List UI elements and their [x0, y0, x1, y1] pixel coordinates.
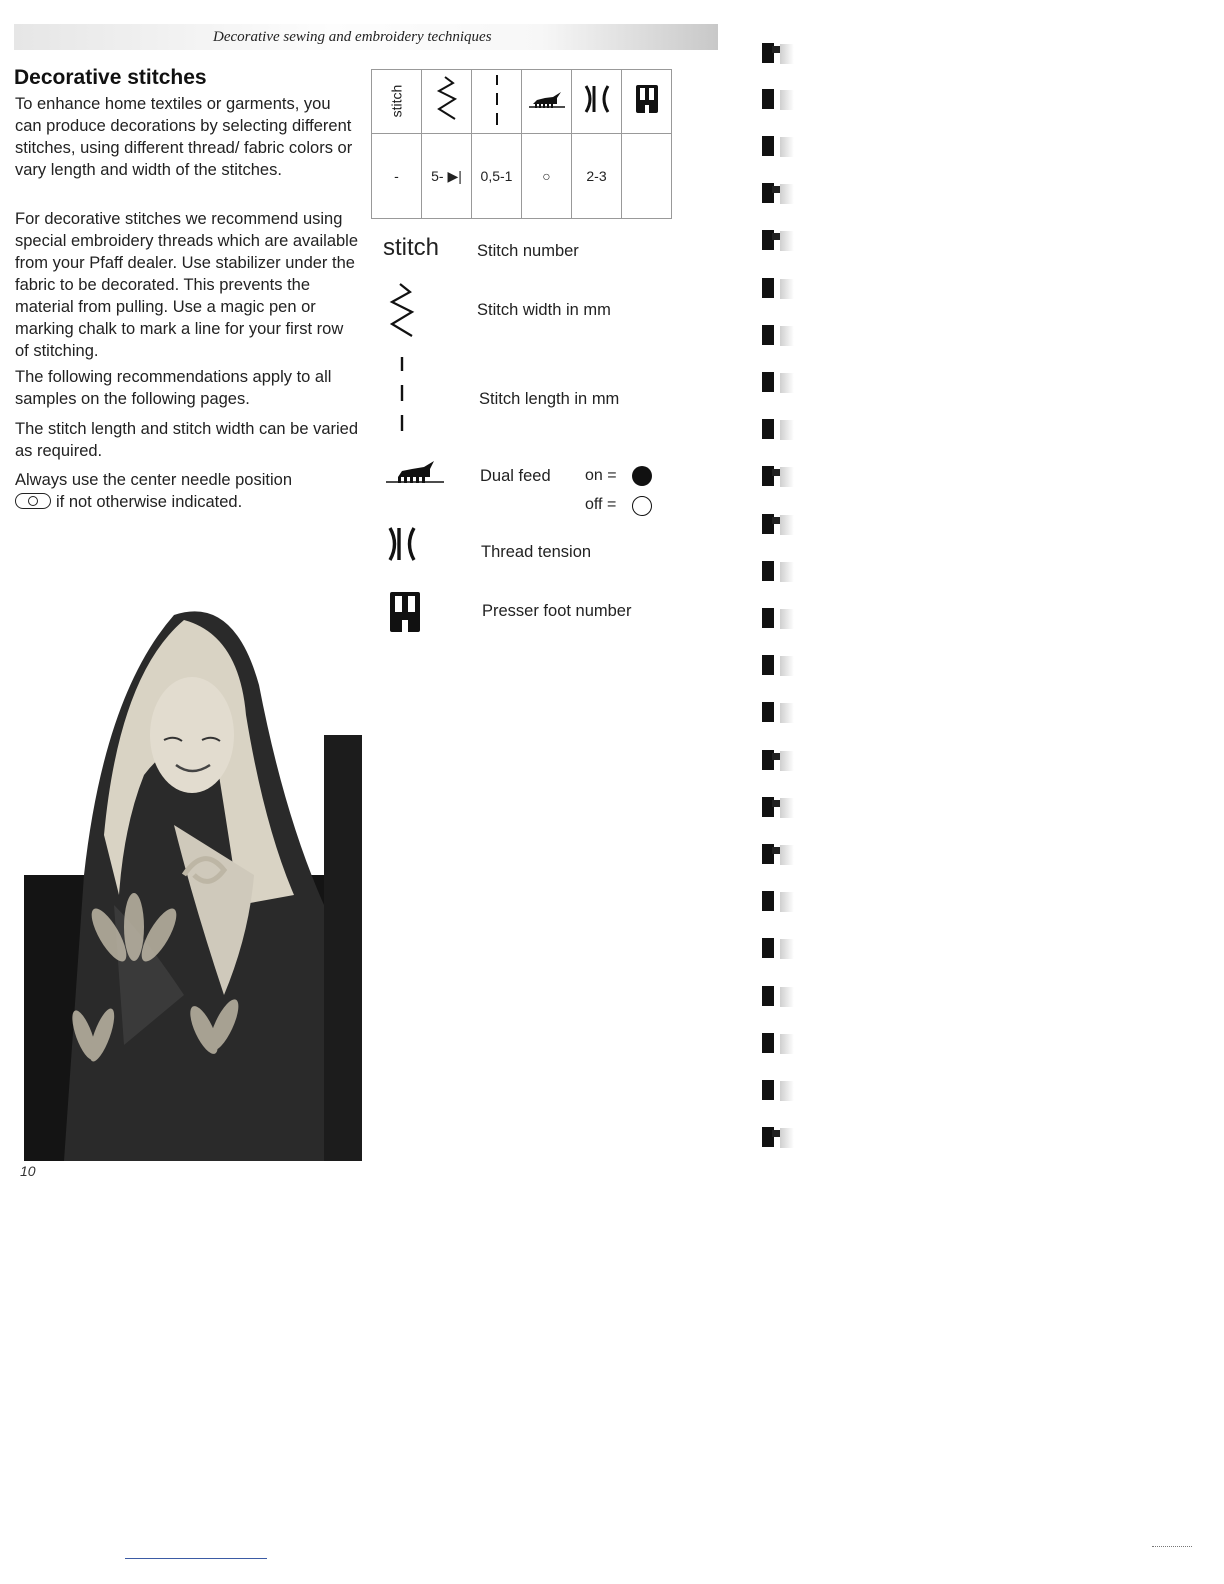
stitch-symbol: stitch — [383, 234, 440, 261]
index-tab — [752, 1028, 802, 1058]
dual-feed-on-label: on = — [585, 467, 617, 484]
stitch-length-value: 0,5-1 — [472, 134, 522, 219]
index-tab — [752, 839, 802, 869]
center-needle-position-icon — [15, 493, 51, 509]
index-tab — [752, 933, 802, 963]
section-title: Decorative sewing and embroidery techniques — [213, 29, 492, 45]
presser-foot-icon — [622, 70, 672, 134]
stitch-settings-table — [371, 69, 672, 219]
recommendations-paragraph: The following recommendations apply to all samples on the following pages. — [15, 368, 332, 408]
needle-note-prefix: Always use the center needle position — [15, 471, 293, 489]
legend-stitch-width: Stitch width in mm — [477, 301, 611, 319]
woman-in-embroidered-jacket-photo — [24, 575, 362, 1161]
stitch-number-value: - — [372, 134, 422, 219]
index-tab — [752, 225, 802, 255]
page-number: 10 — [20, 1163, 36, 1179]
legend-thread-tension: Thread tension — [481, 543, 592, 561]
intro-paragraph: To enhance home textiles or garments, you can produce decorations by selecting different stitches, using different thread/ fabric colors or vary length and width of the stitches. — [15, 95, 353, 179]
stitch-width-value: 5- ▶| — [422, 134, 472, 219]
index-tab — [752, 38, 802, 68]
index-tab — [752, 1075, 802, 1105]
table-header-row — [372, 70, 672, 134]
dual-feed-off-label: off = — [585, 496, 617, 513]
legend-dual-feed: Dual feed — [480, 467, 551, 485]
index-tab — [752, 792, 802, 822]
scan-edge-dots — [1152, 1546, 1192, 1548]
index-tab — [752, 981, 802, 1011]
index-tab — [752, 745, 802, 775]
needle-position-paragraph — [15, 469, 360, 513]
variation-paragraph: The stitch length and stitch width can be varied as required. — [15, 420, 359, 460]
index-tab — [752, 603, 802, 633]
index-tab — [752, 367, 802, 397]
index-tab — [752, 886, 802, 916]
dual-feed-on-dot-icon — [632, 466, 652, 486]
index-tab — [752, 414, 802, 444]
index-tab — [752, 320, 802, 350]
index-tab — [752, 556, 802, 586]
index-tab — [752, 650, 802, 680]
index-tab — [752, 697, 802, 727]
legend-stitch-length: Stitch length in mm — [479, 390, 620, 408]
presser-foot-icon — [388, 590, 422, 634]
index-tab — [752, 1122, 802, 1152]
index-tab — [752, 509, 802, 539]
dual-feed-icon — [522, 70, 572, 134]
table-values-row — [372, 134, 672, 219]
presser-foot-value — [622, 134, 672, 219]
thumb-index-tabs — [752, 20, 802, 1170]
thread-tension-icon — [386, 524, 418, 564]
index-tab — [752, 178, 802, 208]
thread-tension-value: 2-3 — [572, 134, 622, 219]
stitch-column-header: stitch — [372, 70, 422, 134]
thread-tension-icon — [572, 70, 622, 134]
index-tab — [752, 131, 802, 161]
dual-feed-off-circle-icon — [632, 496, 652, 516]
dual-feed-value: ○ — [522, 134, 572, 219]
stitch-length-icon — [396, 355, 408, 433]
index-tab — [752, 84, 802, 114]
thread-recommendation-paragraph: For decorative stitches we recommend using special embroidery threads which are available from your Pfaff dealer. Use stabilizer under the fabric to be decorated. This prevents the material from pulling. Use a magic pen or marking chalk to mark a line for your first row of stitching. — [15, 210, 359, 360]
needle-note: if not otherwise indicated. — [56, 493, 243, 511]
index-tab — [752, 273, 802, 303]
stitch-width-icon — [386, 282, 418, 340]
index-tab — [752, 461, 802, 491]
legend-stitch-number: Stitch number — [477, 242, 579, 260]
stitch-length-icon — [472, 70, 522, 134]
page-heading: Decorative stitches — [14, 66, 207, 89]
legend-presser-foot: Presser foot number — [482, 602, 632, 620]
stitch-width-icon — [422, 70, 472, 134]
dual-feed-icon — [384, 457, 446, 487]
scan-edge-line — [125, 1558, 267, 1559]
